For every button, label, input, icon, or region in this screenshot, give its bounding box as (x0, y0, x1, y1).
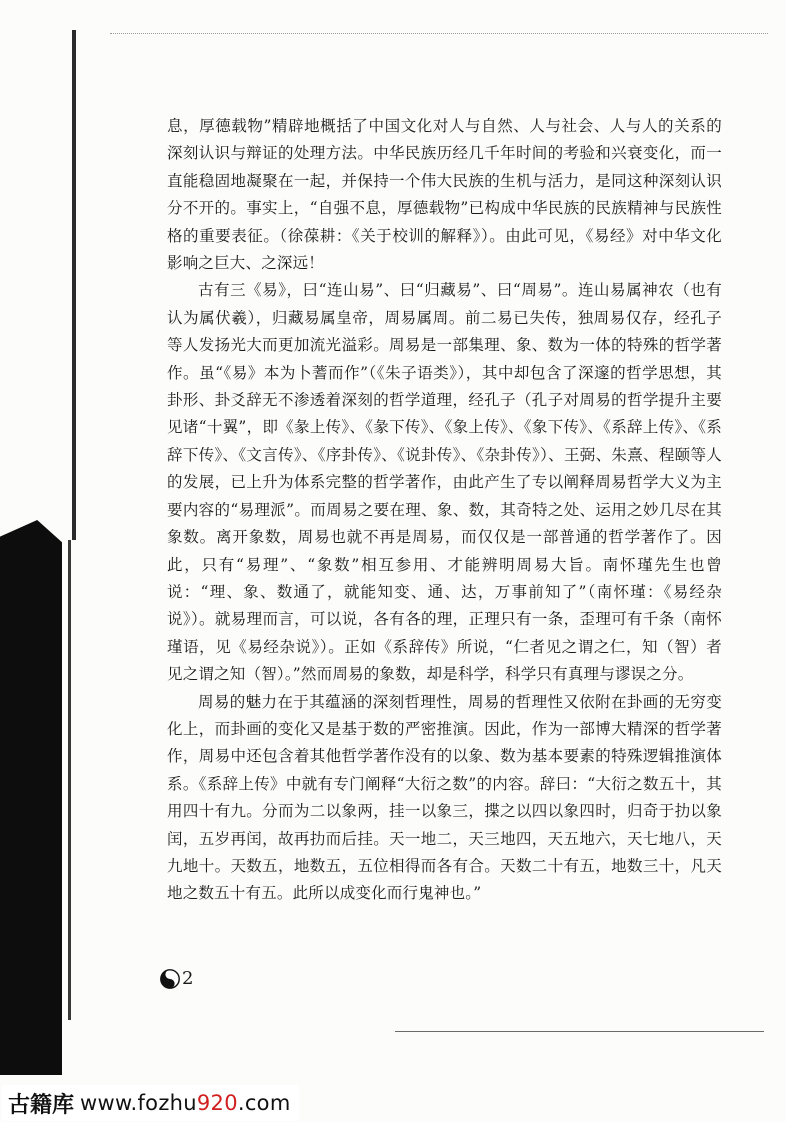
body-text (167, 113, 722, 908)
binding-edge (72, 30, 76, 540)
watermark-url: www.fozhu920.com (80, 1091, 291, 1115)
page-footer (160, 968, 193, 989)
scan-top-rule (110, 33, 768, 35)
paragraph-zhouyi-charm: 周易的魅力在于其蕴涵的深刻哲理性，周易的哲理性又依附在卦画的无穷变化上，而卦画的变化又是基于数的严密推演。因此，作为一部博大精深的哲学著作，周易中还包含着其他哲学著作没有的以象、数为基本要素的特殊逻辑推演体系。《系辞上传》中就有专门阐释“大衍之数”的内容。辞曰：“大衍之数五十，其用四十有九。分而为二以象两，挂一以象三，揲之以四以象四时，归奇于扐以象闰，五岁再闰，故再扐而后挂。天一地二，天三地四，天五地六，天七地八，天九地十。天数五，地数五，五位相得而各有合。天数二十有五，地数三十，凡天地之数五十有五。此所以成变化而行鬼神也。” (167, 692, 722, 903)
paragraph-three-yi: 古有三《易》，曰“连山易”、曰“归藏易”、曰“周易”。连山易属神农（也有认为属伏羲），归藏易属皇帝，周易属周。前二易已失传，独周易仅存，经孔子等人发扬光大而更加流光溢彩。周易是一部集理、象、数为一体的特殊的哲学著作。虽“《易》本为卜蓍而作”（《朱子语类》），其中却包含了深邃的哲学思想，其卦形、卦爻辞无不渗透着深刻的哲学道理，经孔子（孔子对周易的哲学提升主要见诸“十翼”，即《彖上传》、《彖下传》、《象上传》、《象下传》、《系辞上传》、《系辞下传》、《文言传》、《序卦传》、《说卦传》、《杂卦传》）、王弼、朱熹、程颐等人的发展，已上升为体系完整的哲学著作，由此产生了专以阐释周易哲学大义为主要内容的“易理派”。而周易之要在理、象、数，其奇特之处、运用之妙几尽在其象数。离开象数，周易也就不再是周易，而仅仅是一部普通的哲学著作了。因此，只有“易理”、“象数”相互参用、才能辨明周易大旨。南怀瑾先生也曾说：“理、象、数通了，就能知变、通、达，万事前知了”（南怀瑾：《易经杂说》）。就易理而言，可以说，各有各的理，正理只有一条，歪理可有千条（南怀瑾语，见《易经杂说》）。正如《系辞传》所说，“仁者见之谓之仁，知（智）者见之谓之知（智）。”然而周易的象数，却是科学，科学只有真理与谬误之分。 (167, 281, 722, 684)
watermark (2, 1085, 299, 1121)
binding-shadow (0, 520, 62, 1075)
page-number: 2 (182, 968, 194, 989)
taiji-icon (160, 969, 180, 989)
watermark-brand: 古籍库 (8, 1092, 75, 1118)
paragraph-continued: 息，厚德载物”精辟地概括了中国文化对人与自然、人与社会、人与人的关系的深刻认识与辩证的处理方法。中华民族历经几千年时间的考验和兴衰变化，而一直能稳固地凝聚在一起，并保持一个伟大民族的生机与活力，是同这种深刻认识分不开的。事实上，“自强不息，厚德载物”已构成中华民族的民族精神与民族性格的重要表征。（徐葆耕：《关于校训的解释》）。由此可见，《易经》对中华文化影响之巨大、之深远！ (167, 117, 722, 273)
scan-bottom-rule (395, 1031, 764, 1033)
binding-edge-lower (68, 540, 71, 1020)
